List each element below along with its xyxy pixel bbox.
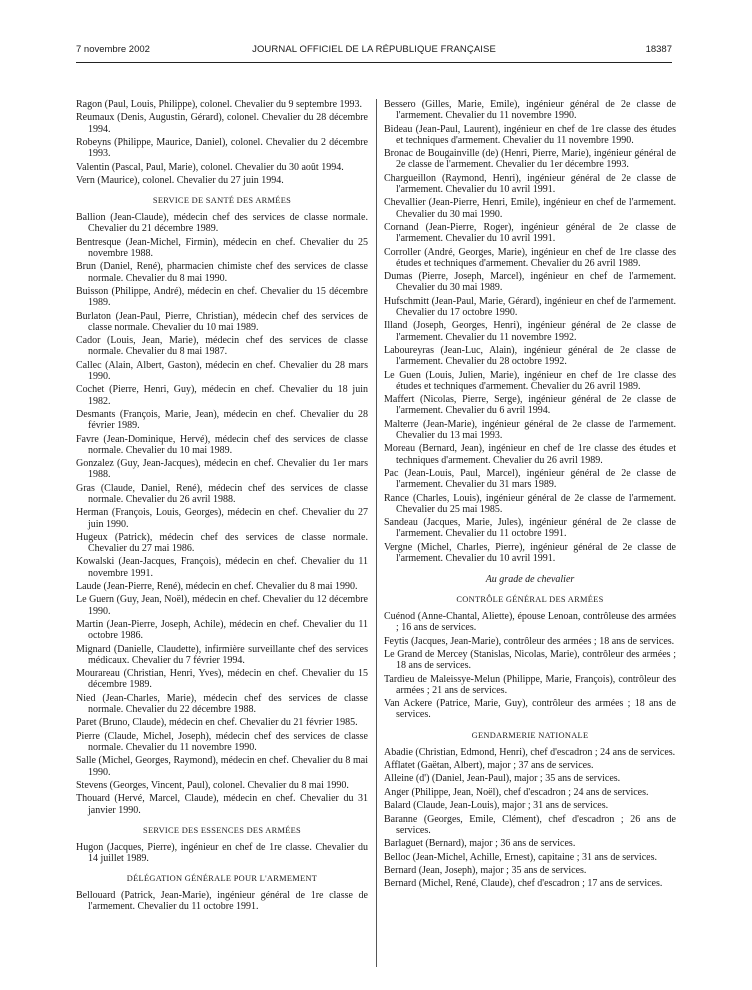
decoration-entry: Cuénod (Anne-Chantal, Aliette), épouse Lenoan, contrôleuse des armées ; 16 ans de services. <box>384 611 676 634</box>
header-page-number: 18387 <box>645 44 672 55</box>
decoration-entry: Gras (Claude, Daniel, René), médecin chef des services de classe normale. Chevalier du 26 avril 1988. <box>76 482 368 505</box>
decoration-entry: Chargueillon (Raymond, Henri), ingénieur général de 2e classe de l'armement. Chevalier du 10 avril 1991. <box>384 172 676 195</box>
decoration-entry: Chevallier (Jean-Pierre, Henri, Emile), ingénieur en chef de l'armement. Chevalier du 30 mai 1990. <box>384 197 676 220</box>
section-heading-sante: SERVICE DE SANTÉ DES ARMÉES <box>152 196 292 206</box>
subheading-chevalier: Au grade de chevalier <box>485 574 575 586</box>
decoration-entry: Pierre (Claude, Michel, Joseph), médecin chef des services de classe normale. Chevalier du 11 novembre 1990. <box>76 730 368 754</box>
decoration-entry: Herman (François, Louis, Georges), médecin en chef. Chevalier du 27 juin 1990. <box>76 507 368 530</box>
decoration-entry: Robeyns (Philippe, Maurice, Daniel), colonel. Chevalier du 2 décembre 1993. <box>76 136 368 160</box>
decoration-entry: Thouard (Hervé, Marcel, Claude), médecin en chef. Chevalier du 31 janvier 1990. <box>76 793 368 816</box>
decoration-entry: Balard (Claude, Jean-Louis), major ; 31 ans de services. <box>384 800 609 812</box>
entries-armement-right <box>384 99 676 564</box>
decoration-entry: Favre (Jean-Dominique, Hervé), médecin chef des services de classe normale. Chevalier du 10 mai 1989. <box>76 433 368 456</box>
decoration-entry: Bronac de Bougainville (de) (Henri, Pierre, Marie), ingénieur général de 2e classe de l'armement. Chevalier du 1er décembre 1993. <box>384 148 676 171</box>
section-heading-armement: DÉLÉGATION GÉNÉRALE POUR L'ARMEMENT <box>126 874 318 884</box>
decoration-entry: Moreau (Bernard, Jean), ingénieur en chef de 1re classe des études et techniques d'armement. Chevalier du 26 avril 1989. <box>384 443 676 466</box>
decoration-entry: Corroller (André, Georges, Marie), ingénieur en chef de 1re classe des études et techniques d'armement. Chevalier du 26 avril 1989. <box>384 246 676 269</box>
decoration-entry: Feytis (Jacques, Jean-Marie), contrôleur des armées ; 18 ans de services. <box>384 635 675 647</box>
section-heading-essences: SERVICE DES ESSENCES DES ARMÉES <box>142 825 301 835</box>
decoration-entry: Afflatet (Gaëtan, Albert), major ; 37 ans de services. <box>384 760 594 772</box>
decoration-entry: Mignard (Danielle, Claudette), infirmière surveillante chef des services médicaux. Chevalier du 7 février 1994. <box>76 643 368 666</box>
decoration-entry: Kowalski (Jean-Jacques, François), médecin en chef. Chevalier du 11 novembre 1991. <box>76 556 368 579</box>
entries-armement-left <box>76 890 368 912</box>
decoration-entry: Nied (Jean-Charles, Marie), médecin chef des services de classe normale. Chevalier du 22 décembre 1988. <box>76 692 368 716</box>
decoration-entry: Stevens (Georges, Vincent, Paul), colonel. Chevalier du 8 mai 1990. <box>76 780 349 792</box>
decoration-entry: Cochet (Pierre, Henri, Guy), médecin en chef. Chevalier du 18 juin 1982. <box>76 384 368 407</box>
page-header <box>76 44 672 58</box>
decoration-entry: Gonzalez (Guy, Jean-Jacques), médecin en chef. Chevalier du 1er mars 1988. <box>76 458 368 481</box>
right-column <box>384 99 676 892</box>
decoration-entry: Maffert (Nicolas, Pierre, Serge), ingénieur général de 2e classe de l'armement. Chevalier du 6 avril 1994. <box>384 394 676 417</box>
entries-colonels <box>76 99 368 186</box>
entries-gendarmerie <box>384 747 676 890</box>
entries-essences <box>76 842 368 864</box>
decoration-entry: Burlaton (Jean-Paul, Pierre, Christian), médecin chef des services de classe normale. Chevalier du 10 mai 1989. <box>76 310 368 333</box>
decoration-entry: Malterre (Jean-Marie), ingénieur général de 2e classe de l'armement. Chevalier du 13 mai 1993. <box>384 418 676 441</box>
decoration-entry: Bentresque (Jean-Michel, Firmin), médecin en chef. Chevalier du 25 novembre 1988. <box>76 236 368 259</box>
decoration-entry: Anger (Philippe, Jean, Noël), chef d'escadron ; 24 ans de services. <box>384 786 649 798</box>
decoration-entry: Belloc (Jean-Michel, Achille, Ernest), capitaine ; 31 ans de services. <box>384 851 657 863</box>
decoration-entry: Brun (Daniel, René), pharmacien chimiste chef des services de classe normale. Chevalier du 8 mai 1990. <box>76 261 368 284</box>
decoration-entry: Pac (Jean-Louis, Paul, Marcel), ingénieur général de 2e classe de l'armement. Chevalier du 31 mars 1989. <box>384 467 676 491</box>
decoration-entry: Le Guern (Guy, Jean, Noël), médecin en chef. Chevalier du 12 décembre 1990. <box>76 594 368 617</box>
entries-sante <box>76 212 368 816</box>
decoration-entry: Le Grand de Mercey (Stanislas, Nicolas, Marie), contrôleur des armées ; 18 ans de services. <box>384 649 676 672</box>
decoration-entry: Rance (Charles, Louis), ingénieur général de 2e classe de l'armement. Chevalier du 25 mai 1985. <box>384 492 676 515</box>
decoration-entry: Bernard (Jean, Joseph), major ; 35 ans de services. <box>384 865 587 876</box>
decoration-entry: Martin (Jean-Pierre, Joseph, Achile), médecin en chef. Chevalier du 11 octobre 1986. <box>76 619 368 642</box>
decoration-entry: Desmants (François, Marie, Jean), médecin en chef. Chevalier du 28 février 1989. <box>76 408 368 432</box>
section-heading-gendarmerie: GENDARMERIE NATIONALE <box>471 730 589 740</box>
decoration-entry: Baranne (Georges, Emile, Clément), chef d'escadron ; 26 ans de services. <box>384 813 676 836</box>
entries-controle <box>384 611 676 721</box>
decoration-entry: Dumas (Pierre, Joseph, Marcel), ingénieur en chef de l'armement. Chevalier du 30 mai 1989. <box>384 271 676 294</box>
decoration-entry: Bernard (Michel, René, Claude), chef d'escadron ; 17 ans de services. <box>384 878 663 890</box>
decoration-entry: Hugeux (Patrick), médecin chef des services de classe normale. Chevalier du 27 mai 1986. <box>76 531 368 555</box>
column-divider <box>376 99 377 967</box>
decoration-entry: Van Ackere (Patrice, Marie, Guy), contrôleur des armées ; 18 ans de services. <box>384 698 676 721</box>
decoration-entry: Barlaguet (Bernard), major ; 36 ans de services. <box>384 838 576 850</box>
decoration-entry: Vern (Maurice), colonel. Chevalier du 27 juin 1994. <box>76 174 284 186</box>
decoration-entry: Cornand (Jean-Pierre, Roger), ingénieur général de 2e classe de l'armement. Chevalier du 10 avril 1991. <box>384 221 676 245</box>
decoration-entry: Bessero (Gilles, Marie, Emile), ingénieur général de 2e classe de l'armement. Chevalier du 11 novembre 1990. <box>384 99 676 122</box>
header-journal-title: JOURNAL OFFICIEL DE LA RÉPUBLIQUE FRANÇAISE <box>252 44 496 55</box>
header-date: 7 novembre 2002 <box>76 44 150 55</box>
decoration-entry: Alleine (d') (Daniel, Jean-Paul), major ; 35 ans de services. <box>384 773 621 785</box>
decoration-entry: Illand (Joseph, Georges, Henri), ingénieur général de 2e classe de l'armement. Chevalier du 11 novembre 1992. <box>384 320 676 343</box>
decoration-entry: Reumaux (Denis, Augustin, Gérard), colonel. Chevalier du 28 décembre 1994. <box>76 112 368 135</box>
decoration-entry: Valentin (Pascal, Paul, Marie), colonel. Chevalier du 30 août 1994. <box>76 161 344 173</box>
decoration-entry: Sandeau (Jacques, Marie, Jules), ingénieur général de 2e classe de l'armement. Chevalier du 11 octobre 1991. <box>384 517 676 540</box>
decoration-entry: Mourareau (Christian, Henri, Yves), médecin en chef. Chevalier du 15 décembre 1989. <box>76 668 368 691</box>
decoration-entry: Ragon (Paul, Louis, Philippe), colonel. Chevalier du 9 septembre 1993. <box>76 99 363 110</box>
decoration-entry: Tardieu de Maleissye-Melun (Philippe, Marie, François), contrôleur des armées ; 21 ans de services. <box>384 673 676 696</box>
section-heading-controle: CONTRÔLE GÉNÉRAL DES ARMÉES <box>456 595 604 605</box>
decoration-entry: Vergne (Michel, Charles, Pierre), ingénieur général de 2e classe de l'armement. Chevalier du 10 avril 1991. <box>384 541 676 564</box>
decoration-entry: Laboureyras (Jean-Luc, Alain), ingénieur général de 2e classe de l'armement. Chevalier du 28 octobre 1992. <box>384 344 676 368</box>
decoration-entry: Cador (Louis, Jean, Marie), médecin chef des services de classe normale. Chevalier du 8 mai 1987. <box>76 335 368 358</box>
decoration-entry: Laude (Jean-Pierre, René), médecin en chef. Chevalier du 8 mai 1990. <box>76 581 358 593</box>
decoration-entry: Hugon (Jacques, Pierre), ingénieur en chef de 1re classe. Chevalier du 14 juillet 1989. <box>76 841 368 865</box>
decoration-entry: Salle (Michel, Georges, Raymond), médecin en chef. Chevalier du 8 mai 1990. <box>76 755 368 778</box>
decoration-entry: Callec (Alain, Albert, Gaston), médecin en chef. Chevalier du 28 mars 1990. <box>76 359 368 382</box>
decoration-entry: Abadie (Christian, Edmond, Henri), chef d'escadron ; 24 ans de services. <box>384 746 676 758</box>
left-column <box>76 99 368 915</box>
decoration-entry: Buisson (Philippe, André), médecin en chef. Chevalier du 15 décembre 1989. <box>76 285 368 309</box>
decoration-entry: Bideau (Jean-Paul, Laurent), ingénieur en chef de 1re classe des études et techniques d'armement. Chevalier du 11 novembre 1990. <box>384 123 676 146</box>
decoration-entry: Ballion (Jean-Claude), médecin chef des services de classe normale. Chevalier du 21 décembre 1989. <box>76 212 368 235</box>
decoration-entry: Hufschmitt (Jean-Paul, Marie, Gérard), ingénieur en chef de l'armement. Chevalier du 17 octobre 1990. <box>384 295 676 318</box>
decoration-entry: Le Guen (Louis, Julien, Marie), ingénieur en chef de 1re classe des études et techniques d'armement. Chevalier du 26 avril 1989. <box>384 369 676 392</box>
decoration-entry: Paret (Bruno, Claude), médecin en chef. Chevalier du 21 février 1985. <box>76 717 358 729</box>
decoration-entry: Bellouard (Patrick, Jean-Marie), ingénieur général de 1re classe de l'armement. Chevalier du 11 octobre 1991. <box>76 890 368 913</box>
header-rule <box>76 62 672 63</box>
